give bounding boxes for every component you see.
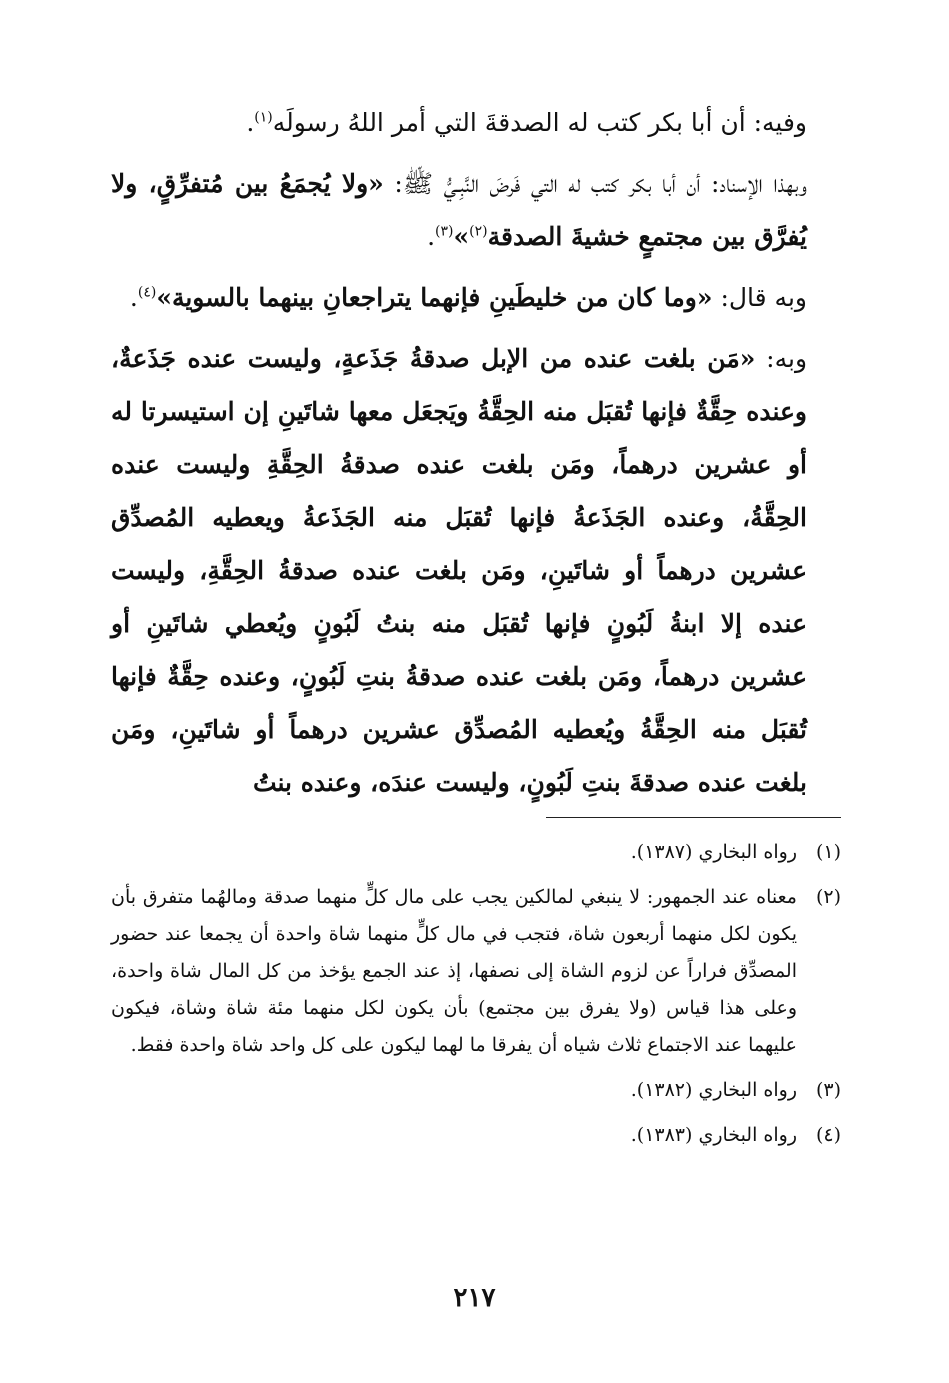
paragraph-1-end: . [246, 108, 255, 137]
footnote-ref-1: (١) [254, 109, 273, 126]
footnotes [111, 834, 841, 1162]
paragraph-2-close: » [453, 222, 470, 251]
paragraph-4-intro: وبه: [766, 344, 808, 373]
paragraph-3-end: . [129, 283, 138, 312]
paragraph-2-intro: وبهذا الإسناد: أن أبا بكر كتب له التي فَرضَ النَّبِـيُّ ﷺ: [394, 169, 807, 198]
footnote-2 [111, 879, 841, 1064]
footnote-text: رواه البخاري (١٣٨٣). [630, 1124, 797, 1146]
footnote-text: معناه عند الجمهور: لا ينبغي لمالكين يجب على مال كلٍّ منهما صدقة ومالهُما متفرق بأن يكون لكل منهما أربعون شاة، فتجب في مال كلٍّ منهما شاة واحدة أن يجمعا عند حضور المصدِّق فراراً عن لزوم الشاة إلى نصفها، إذ عند الجمع يؤخذ من كل المال شاة واحدة، وعلى هذا قياس (ولا يفرق بين مجتمع) بأن يكون لكل منهما مئة شاة وشاة، فيكون عليهما عند الاجتماع ثلاث شياه أن يفرقا ما لهما ليكون على كل واحد شاة واحدة فقط. [111, 886, 797, 1056]
footnote-3 [111, 1072, 841, 1109]
footnote-number: (٤) [815, 1124, 841, 1146]
footnote-number: (١) [815, 841, 841, 863]
paragraph-4-quote: «مَن بلغت عنده من الإبل صدقةُ جَذَعةٍ، وليست عنده جَذَعةٌ، وعنده حِقَّةٌ فإنها تُقبَل منه الحِقَّةُ ويَجعَل معها شاتَينِ إن استيسرتا له أو عشرين درهماً، ومَن بلغت عنده صدقةُ الحِقَّةِ وليست عنده الحِقَّةُ، وعنده الجَذَعةُ فإنها تُقبَل منه الجَذَعةُ ويعطيه المُصدِّق عشرين درهماً أو شاتَينِ، ومَن بلغت عنده صدقةُ الحِقَّةِ، وليست عنده إلا ابنةُ لَبُونٍ فإنها تُقبَل منه بنتُ لَبُونٍ ويُعطي شاتَينِ أو عشرين درهماً، ومَن بلغت عنده صدقةُ بنتِ لَبُونٍ، وعنده حِقَّةٌ فإنها تُقبَل منه الحِقَّةُ ويُعطيه المُصدِّق عشرين درهماً أو شاتَينِ، ومَن بلغت عنده صدقةَ بنتِ لَبُونٍ، وليست عندَه، وعنده بنتُ [111, 344, 807, 797]
paragraph-3 [111, 271, 841, 324]
paragraph-2 [111, 157, 841, 263]
footnote-ref-4: (٤) [137, 284, 157, 301]
footnote-number: (٣) [815, 1079, 841, 1101]
paragraph-2-end: . [427, 222, 436, 251]
footnote-number: (٢) [815, 886, 841, 908]
paragraph-2-quote: «ولا يُجمَعُ بين مُتفرِّقٍ، ولا يُفرَّق بين مجتمعٍ خشيةَ الصدقة [111, 169, 807, 251]
paragraph-4 [111, 332, 841, 809]
footnote-1 [111, 834, 841, 871]
paragraph-1-text: وفيه: أن أبا بكر كتب له الصدقةَ التي أمر اللهُ رسولَه [272, 108, 807, 137]
footnote-text: رواه البخاري (١٣٨٧). [630, 841, 797, 863]
footnote-ref-2: (٢) [469, 223, 488, 240]
paragraph-3-intro: وبه قال: [720, 283, 807, 312]
paragraph-1 [111, 96, 841, 149]
paragraph-3-quote: «وما كان من خليطَينِ فإنهما يتراجعانِ بينهما بالسوية» [156, 283, 713, 312]
footnote-separator [546, 817, 841, 818]
footnote-4 [111, 1117, 841, 1154]
main-text [111, 96, 841, 809]
page-number: ٢١٧ [453, 1283, 496, 1313]
footnote-text: رواه البخاري (١٣٨٢). [630, 1079, 797, 1101]
footnote-ref-3: (٣) [435, 223, 454, 240]
